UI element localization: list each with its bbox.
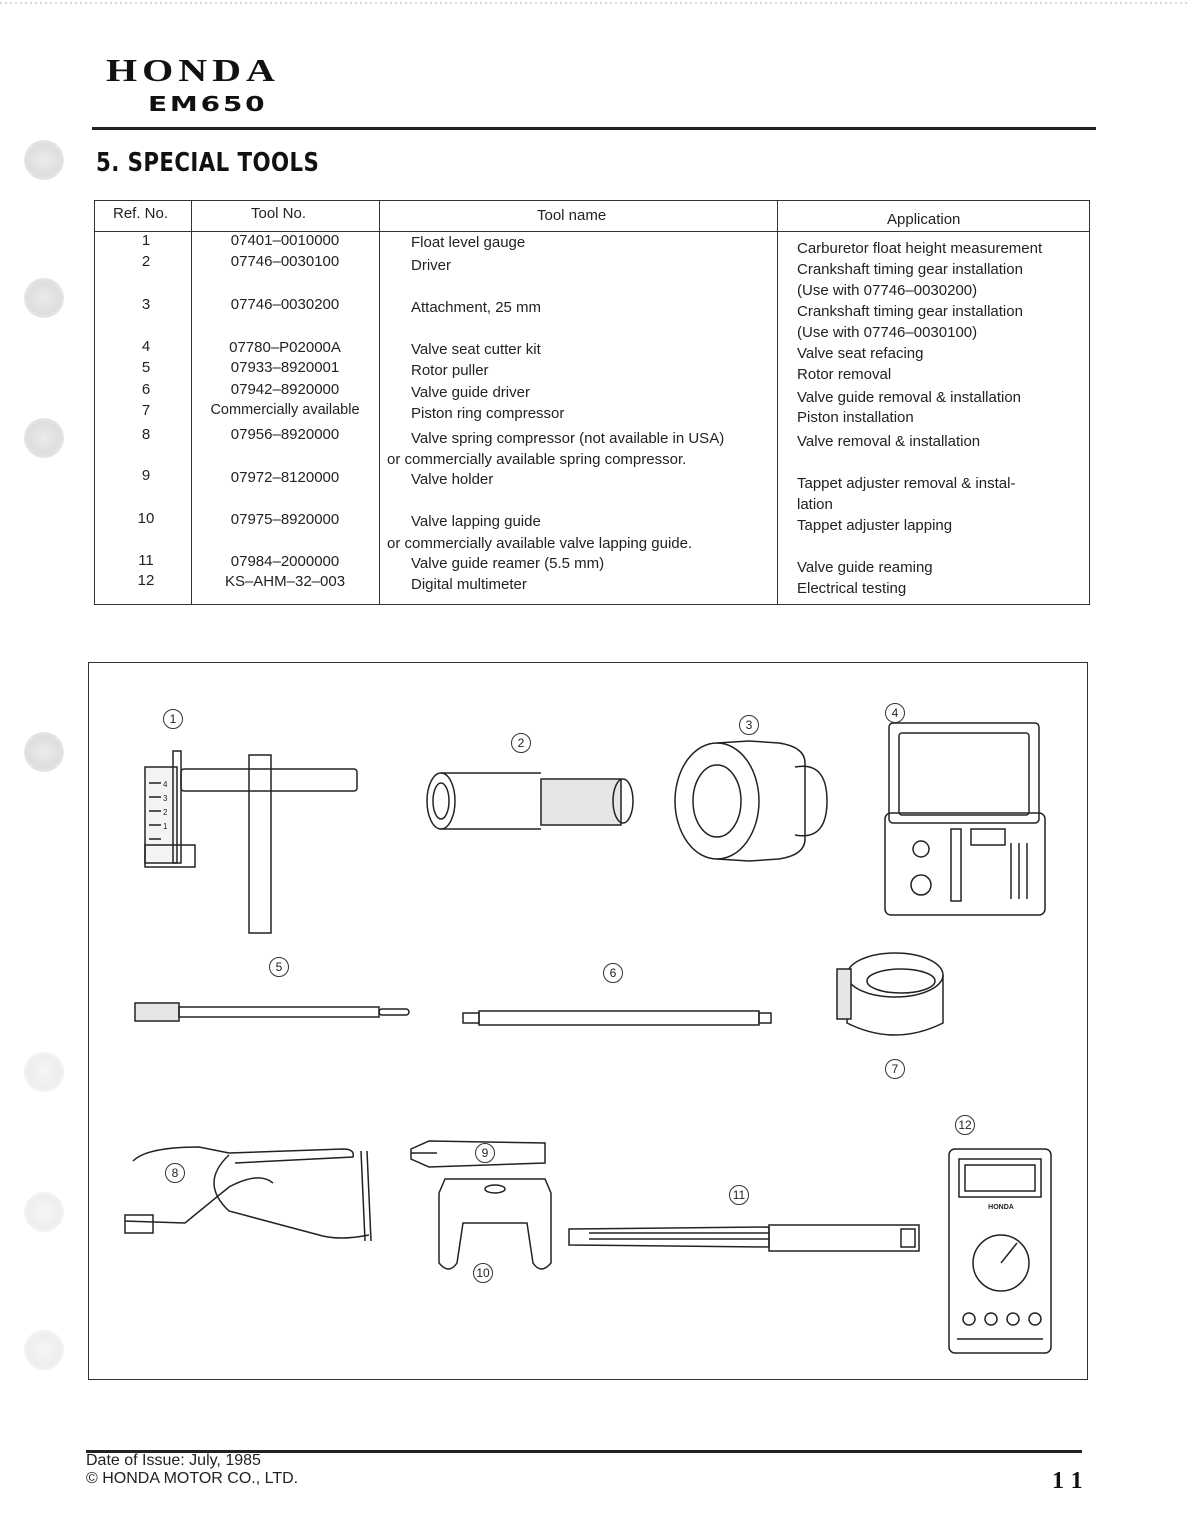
column-divider — [777, 201, 778, 604]
tool-no: Commercially available — [210, 402, 360, 418]
valve-spring-compressor-icon — [125, 1147, 371, 1241]
tool-name: Float level gauge — [411, 234, 526, 251]
ref-no: 2 — [141, 253, 151, 270]
multimeter-brand-label: HONDA — [988, 1204, 1014, 1211]
column-divider — [379, 201, 380, 604]
callout-7: 7 — [885, 1059, 905, 1079]
valve-guide-reamer-icon — [569, 1225, 919, 1251]
application-note: lation — [797, 496, 833, 513]
application: Crankshaft timing gear installation — [797, 303, 1023, 320]
ref-no: 4 — [141, 338, 151, 355]
header-tool-no: Tool No. — [251, 205, 307, 222]
ref-no: 10 — [137, 510, 155, 527]
tool-name: Digital multimeter — [411, 576, 527, 593]
scan-artifact — [0, 2, 1190, 4]
application: Tappet adjuster removal & instal- — [797, 475, 1016, 492]
tools-illustration — [88, 662, 1088, 1380]
header-rule — [92, 127, 1096, 130]
ref-no: 12 — [137, 572, 155, 589]
tool-no: 07933–8920001 — [230, 359, 340, 376]
tool-name: Piston ring compressor — [411, 405, 565, 422]
tool-name: Valve guide reamer (5.5 mm) — [411, 555, 605, 572]
attachment-icon — [675, 741, 827, 861]
ref-no: 1 — [141, 232, 151, 249]
tool-no: 07984–2000000 — [230, 553, 340, 570]
valve-lapping-guide-icon — [439, 1179, 551, 1269]
brand-logo: HONDA — [106, 52, 280, 88]
punch-hole — [24, 1330, 64, 1370]
punch-hole — [24, 1052, 64, 1092]
callout-12: 12 — [955, 1115, 975, 1135]
model-name: EM650 — [148, 92, 268, 116]
tool-name: Valve holder — [411, 471, 494, 488]
application-note: (Use with 07746–0030100) — [797, 324, 978, 341]
punch-hole — [24, 1192, 64, 1232]
punch-hole — [24, 278, 64, 318]
ref-no: 7 — [141, 402, 151, 419]
tool-no: 07746–0030200 — [230, 296, 340, 313]
tools-drawing — [89, 663, 1089, 1381]
tool-no: 07780–P02000A — [229, 339, 341, 356]
tool-no: 07975–8920000 — [230, 511, 340, 528]
rotor-puller-icon — [135, 1003, 409, 1021]
tool-name-note: or commercially available spring compressor. — [387, 451, 687, 468]
ref-no: 5 — [141, 359, 151, 376]
callout-10: 10 — [473, 1263, 493, 1283]
application: Valve guide removal & installation — [797, 389, 1022, 406]
callout-6: 6 — [603, 963, 623, 983]
tool-no: 07972–8120000 — [230, 469, 340, 486]
punch-hole — [24, 140, 64, 180]
tool-no: 07401–0010000 — [230, 232, 340, 249]
gauge-scale-label: 1 — [163, 822, 168, 831]
application: Rotor removal — [797, 366, 892, 383]
header-tool-name: Tool name — [537, 207, 607, 224]
callout-1: 1 — [163, 709, 183, 729]
application: Valve seat refacing — [797, 345, 924, 362]
callout-8: 8 — [165, 1163, 185, 1183]
callout-4: 4 — [885, 703, 905, 723]
application: Electrical testing — [797, 580, 907, 597]
column-divider — [191, 201, 192, 604]
ref-no: 11 — [138, 552, 154, 569]
gauge-scale-label: 2 — [163, 808, 168, 817]
application: Tappet adjuster lapping — [797, 517, 953, 534]
copyright: © HONDA MOTOR CO., LTD. — [86, 1470, 299, 1487]
application: Carburetor float height measurement — [797, 240, 1043, 257]
section-title: 5. SPECIAL TOOLS — [96, 148, 320, 178]
punch-hole — [24, 418, 64, 458]
page-number: 11 — [1052, 1468, 1091, 1494]
tool-no: 07956–8920000 — [230, 426, 340, 443]
header-ref-no: Ref. No. — [113, 205, 169, 222]
tool-no: 07942–8920000 — [230, 381, 340, 398]
ref-no: 8 — [141, 426, 151, 443]
special-tools-table — [94, 200, 1090, 605]
tool-name: Valve lapping guide — [411, 513, 541, 530]
tool-name: Attachment, 25 mm — [411, 299, 542, 316]
application: Piston installation — [797, 409, 914, 426]
punch-hole — [24, 732, 64, 772]
application: Valve guide reaming — [797, 559, 933, 576]
ref-no: 3 — [141, 296, 151, 313]
tool-no: 07746–0030100 — [230, 253, 340, 270]
digital-multimeter-icon — [949, 1149, 1051, 1353]
callout-2: 2 — [511, 733, 531, 753]
callout-5: 5 — [269, 957, 289, 977]
application-note: (Use with 07746–0030200) — [797, 282, 978, 299]
application: Valve removal & installation — [797, 433, 981, 450]
callout-3: 3 — [739, 715, 759, 735]
tool-name: Valve spring compressor (not available in USA) — [411, 430, 725, 447]
piston-ring-compressor-icon — [837, 953, 943, 1035]
valve-guide-driver-icon — [463, 1011, 771, 1025]
callout-11: 11 — [729, 1185, 749, 1205]
float-level-gauge-icon — [145, 751, 357, 933]
tool-name-note: or commercially available valve lapping guide. — [387, 535, 693, 552]
issue-date: Date of Issue: July, 1985 — [86, 1452, 261, 1469]
tool-name: Driver — [411, 257, 451, 274]
ref-no: 9 — [141, 467, 151, 484]
tool-name: Valve seat cutter kit — [411, 341, 541, 358]
callout-9: 9 — [475, 1143, 495, 1163]
gauge-scale-label: 3 — [163, 794, 168, 803]
ref-no: 6 — [141, 381, 151, 398]
driver-icon — [427, 773, 633, 829]
valve-seat-cutter-kit-icon — [885, 723, 1045, 915]
tool-name: Valve guide driver — [411, 384, 530, 401]
gauge-scale-label: 4 — [163, 780, 168, 789]
tool-name: Rotor puller — [411, 362, 489, 379]
application: Crankshaft timing gear installation — [797, 261, 1023, 278]
tool-no: KS–AHM–32–003 — [224, 573, 346, 590]
header-application: Application — [887, 211, 961, 228]
